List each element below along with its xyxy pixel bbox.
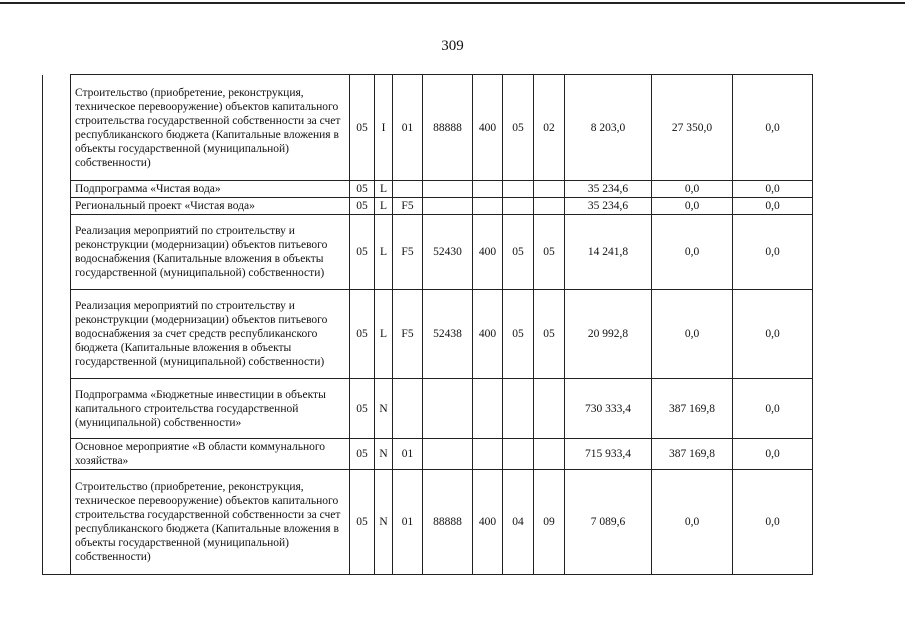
- program-code: 05: [350, 198, 375, 215]
- direction-code: 52430: [423, 215, 473, 290]
- measure-code: F5: [393, 198, 423, 215]
- direction-code: [423, 181, 473, 198]
- amount-year-1: 7 089,6: [565, 470, 652, 575]
- amount-year-3: 0,0: [733, 379, 813, 439]
- measure-code: 01: [393, 470, 423, 575]
- amount-year-3: 0,0: [733, 181, 813, 198]
- amount-year-2: 27 350,0: [652, 75, 733, 181]
- direction-code: 88888: [423, 75, 473, 181]
- measure-code: 01: [393, 439, 423, 470]
- amount-year-1: 35 234,6: [565, 198, 652, 215]
- amount-year-2: 0,0: [652, 290, 733, 379]
- amount-year-2: 0,0: [652, 470, 733, 575]
- amount-year-3: 0,0: [733, 470, 813, 575]
- row-margin-cell: [43, 379, 71, 439]
- amount-year-2: 0,0: [652, 181, 733, 198]
- expense-type-code: 400: [473, 75, 503, 181]
- row-margin-cell: [43, 290, 71, 379]
- section-code: 04: [503, 470, 534, 575]
- direction-code: [423, 198, 473, 215]
- subsection-code: [534, 379, 565, 439]
- page-top-border: [0, 2, 905, 4]
- section-code: 05: [503, 290, 534, 379]
- page-number: 309: [441, 38, 464, 54]
- expense-type-code: [473, 439, 503, 470]
- amount-year-1: 715 933,4: [565, 439, 652, 470]
- section-code: 05: [503, 215, 534, 290]
- item-name: Реализация мероприятий по строительству и реконструкции (модернизации) объектов питьевого водоснабжения за счет средств республиканского бюджета (Капитальные вложения в объекты государственной (муниципальной) собственности): [71, 290, 350, 379]
- row-margin-cell: [43, 439, 71, 470]
- item-name: Подпрограмма «Бюджетные инвестиции в объекты капитального строительства государственной (муниципальной) собственности»: [71, 379, 350, 439]
- table-row: [43, 379, 813, 439]
- subsection-code: [534, 181, 565, 198]
- expense-type-code: [473, 181, 503, 198]
- amount-year-2: 0,0: [652, 198, 733, 215]
- subprogram-code: N: [375, 439, 393, 470]
- row-margin-cell: [43, 215, 71, 290]
- amount-year-2: 387 169,8: [652, 379, 733, 439]
- expense-type-code: 400: [473, 470, 503, 575]
- amount-year-3: 0,0: [733, 215, 813, 290]
- amount-year-2: 0,0: [652, 215, 733, 290]
- amount-year-1: 14 241,8: [565, 215, 652, 290]
- item-name: Региональный проект «Чистая вода»: [71, 198, 350, 215]
- section-code: [503, 439, 534, 470]
- direction-code: 88888: [423, 470, 473, 575]
- amount-year-3: 0,0: [733, 290, 813, 379]
- direction-code: [423, 439, 473, 470]
- row-margin-cell: [43, 75, 71, 181]
- amount-year-2: 387 169,8: [652, 439, 733, 470]
- subprogram-code: L: [375, 215, 393, 290]
- table-row: [43, 198, 813, 215]
- program-code: 05: [350, 215, 375, 290]
- amount-year-3: 0,0: [733, 198, 813, 215]
- section-code: [503, 181, 534, 198]
- subprogram-code: N: [375, 470, 393, 575]
- subsection-code: [534, 439, 565, 470]
- measure-code: F5: [393, 215, 423, 290]
- subprogram-code: L: [375, 198, 393, 215]
- subsection-code: 09: [534, 470, 565, 575]
- amount-year-3: 0,0: [733, 75, 813, 181]
- row-margin-cell: [43, 470, 71, 575]
- table-row: [43, 470, 813, 575]
- table-row: [43, 181, 813, 198]
- subprogram-code: L: [375, 290, 393, 379]
- subsection-code: 05: [534, 290, 565, 379]
- amount-year-1: 35 234,6: [565, 181, 652, 198]
- expense-type-code: [473, 198, 503, 215]
- amount-year-1: 20 992,8: [565, 290, 652, 379]
- measure-code: [393, 379, 423, 439]
- measure-code: 01: [393, 75, 423, 181]
- table-row: [43, 290, 813, 379]
- amount-year-1: 730 333,4: [565, 379, 652, 439]
- table-row: [43, 439, 813, 470]
- program-code: 05: [350, 470, 375, 575]
- program-code: 05: [350, 181, 375, 198]
- item-name: Строительство (приобретение, реконструкция, техническое перевооружение) объектов капитального строительства государственной собственности за счет республиканского бюджета (Капитальные вложения в объекты государственной (муниципальной) собственности): [71, 470, 350, 575]
- measure-code: [393, 181, 423, 198]
- program-code: 05: [350, 439, 375, 470]
- amount-year-3: 0,0: [733, 439, 813, 470]
- section-code: 05: [503, 75, 534, 181]
- table-row: [43, 215, 813, 290]
- item-name: Реализация мероприятий по строительству и реконструкции (модернизации) объектов питьевого водоснабжения (Капитальные вложения в объекты государственной (муниципальной) собственности): [71, 215, 350, 290]
- expense-type-code: [473, 379, 503, 439]
- subsection-code: 05: [534, 215, 565, 290]
- subprogram-code: N: [375, 379, 393, 439]
- item-name: Строительство (приобретение, реконструкция, техническое перевооружение) объектов капитального строительства государственной собственности за счет республиканского бюджета (Капитальные вложения в объекты государственной (муниципальной) собственности): [71, 75, 350, 181]
- section-code: [503, 379, 534, 439]
- expense-type-code: 400: [473, 290, 503, 379]
- expense-type-code: 400: [473, 215, 503, 290]
- amount-year-1: 8 203,0: [565, 75, 652, 181]
- row-margin-cell: [43, 181, 71, 198]
- direction-code: [423, 379, 473, 439]
- row-margin-cell: [43, 198, 71, 215]
- subsection-code: 02: [534, 75, 565, 181]
- item-name: Подпрограмма «Чистая вода»: [71, 181, 350, 198]
- direction-code: 52438: [423, 290, 473, 379]
- table-row: [43, 75, 813, 181]
- item-name: Основное мероприятие «В области коммунального хозяйства»: [71, 439, 350, 470]
- budget-table: [42, 74, 813, 575]
- measure-code: F5: [393, 290, 423, 379]
- subprogram-code: I: [375, 75, 393, 181]
- program-code: 05: [350, 290, 375, 379]
- program-code: 05: [350, 75, 375, 181]
- section-code: [503, 198, 534, 215]
- subprogram-code: L: [375, 181, 393, 198]
- subsection-code: [534, 198, 565, 215]
- program-code: 05: [350, 379, 375, 439]
